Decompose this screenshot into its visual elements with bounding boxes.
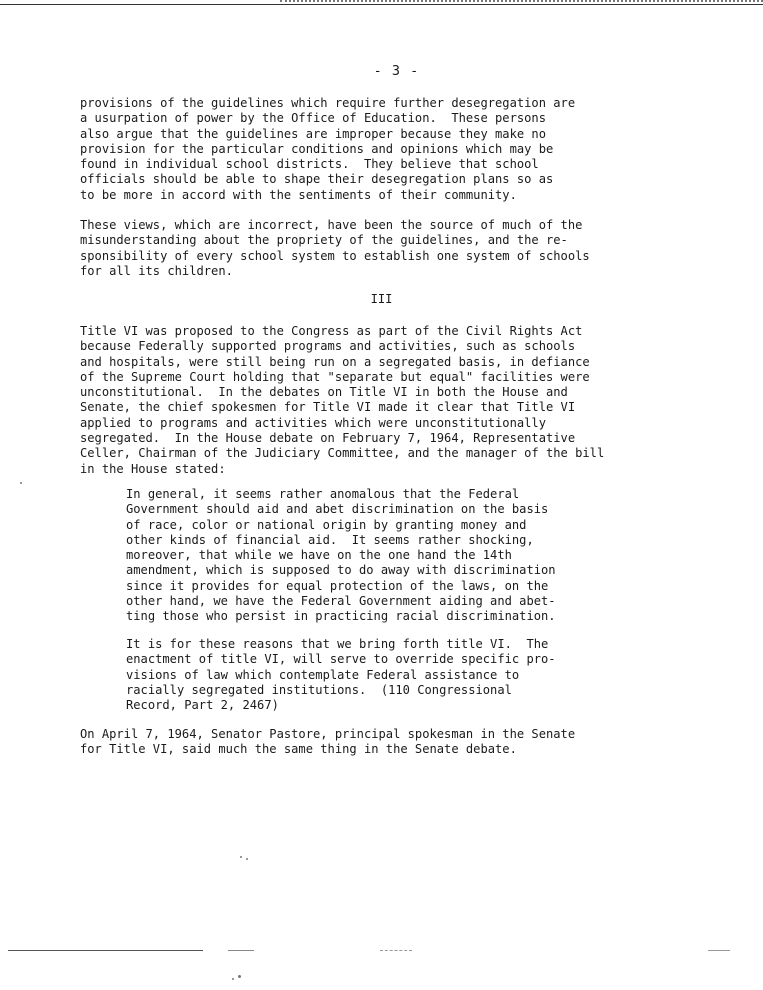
scan-speck [246,858,248,860]
paragraph-3: Title VI was proposed to the Congress as part of the Civil Rights Act because Federally supported programs and activities, such as schools and hospitals, were still being run on a segregated basis, in defiance of the Supreme Court holding that "separate but equal" facilities were unconstitutional. In the debates on Title VI in both the House and Senate, the chief spokesmen for Title VI made it clear that Title VI applied to programs and activities which were unconstitutionally segregated. In the House debate on February 7, 1964, Representative Celler, Chairman of the Judiciary Committee, and the manager of the bill in the House stated: [80,324,605,476]
scan-speck [232,978,234,980]
scan-speck [238,975,241,978]
block-quote-2: It is for these reasons that we bring forth title VI. The enactment of title VI, will serve to override specific pro- visions of law which contemplate Federal assistance to racially segregated institutions. (110 Congressional Record, Part 2, 2467) [126,637,556,713]
block-quote-1: In general, it seems rather anomalous that the Federal Government should aid and abet discrimination on the basis of race, color or national origin by granting money and other kinds of financial aid. It seems rather shocking, moreover, that while we have on the one hand the 14th amendment, which is supposed to do away with discrimination since it provides for equal protection of the laws, on the other hand, we have the Federal Government aiding and abet- ting those who persist in practicing racial discrimination. [126,487,556,624]
paragraph-4: On April 7, 1964, Senator Pastore, principal spokesman in the Senate for Title VI, said much the same thing in the Senate debate. [80,727,576,757]
scan-bottom-mark [708,950,730,951]
paragraph-2: These views, which are incorrect, have been the source of much of the misunderstanding about the propriety of the guidelines, and the re- sponsibility of every school system to establish one system of schools for all its children. [80,218,590,278]
scan-bottom-rule [8,950,203,951]
page-number: - 3 - [373,63,420,79]
scan-speck [20,482,22,484]
scan-speck [240,856,242,858]
scan-top-dotted-edge [280,0,763,5]
scan-bottom-mark [380,950,412,951]
section-heading: III [370,292,393,306]
scan-bottom-mark [228,950,254,951]
paragraph-1: provisions of the guidelines which require further desegregation are a usurpation of power by the Office of Education. These persons also argue that the guidelines are improper because they make no provision for the particular conditions and opinions which may be found in individual school districts. They believe that school officials should be able to shape their desegregation plans so as to be more in accord with the sentiments of their community. [80,96,576,202]
